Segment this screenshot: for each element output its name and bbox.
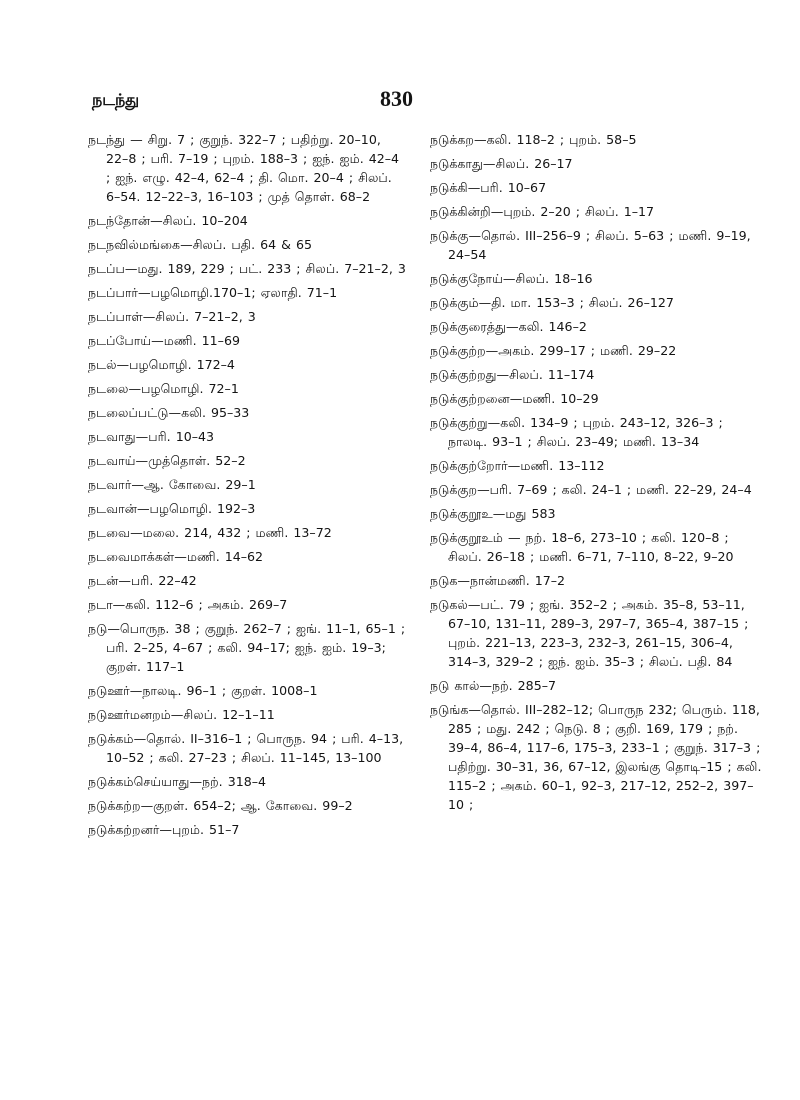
index-entry: நடன்—பரி. 22–42 <box>88 573 197 588</box>
index-entry: நடநவில்மங்கை—சிலப். பதி. 64 & 65 <box>88 237 312 252</box>
index-entry: நடுக்கற்ற—குறள். 654–2; ஆ. கோவை. 99–2 <box>88 798 353 813</box>
index-entry: நடவாது—பரி. 10–43 <box>88 429 215 444</box>
index-entry: நடுக்கற்றனர்—புறம். 51–7 <box>88 822 240 837</box>
index-entry: நடுக்குற்றோர்—மணி. 13–112 <box>430 458 605 473</box>
index-entry: நடுக்கின்றி—புறம். 2–20 ; சிலப். 1–17 <box>430 204 655 219</box>
index-entry: நடுக்குற்றனை—மணி. 10–29 <box>430 391 599 406</box>
index-entry: நடா—கலி. 112–6 ; அகம். 269–7 <box>88 597 288 612</box>
index-entry: நடப்ப—மது. 189, 229 ; பட். 233 ; சிலப். 7–21–2, 3 <box>88 261 406 276</box>
index-entry: நடுக்குற்று—கலி. 134–9 ; புறம். 243–12, 326–3 ; நாலடி. 93–1 ; சிலப். 23–49; மணி. 13–34 <box>430 415 723 449</box>
index-entry: நடுக்குரைத்து—கலி. 146–2 <box>430 319 587 334</box>
index-entry: நடுக்காது—சிலப். 26–17 <box>430 156 573 171</box>
index-entry: நடல்—பழமொழி. 172–4 <box>88 357 235 372</box>
right-column <box>430 130 765 819</box>
index-entry: நடுக்கம்—தொல். II–316–1 ; பொருந. 94 ; பரி. 4–13, 10–52 ; கலி. 27–23 ; சிலப். 11–145, 13–100 <box>88 731 404 765</box>
index-entry: நடுக்குற்ற—அகம். 299–17 ; மணி. 29–22 <box>430 343 677 358</box>
index-entry: நடுக்குநோய்—சிலப். 18–16 <box>430 271 593 286</box>
index-entry: நடுக்குறூஉம் — நற். 18–6, 273–10 ; கலி. 120–8 ; சிலப். 26–18 ; மணி. 6–71, 7–110, 8–22, 9–20 <box>430 530 734 564</box>
index-entry: நடுங்க—தொல். III–282–12; பொருந 232; பெரும். 118, 285 ; மது. 242 ; நெடு. 8 ; குறி. 169, 179 ; நற். 39–4, 86–4, 117–6, 175–3, 233–1 ; குறுந். 317–3 ; பதிற்று. 30–31, 36, 67–12, இலங்கு தொடி–15 ; கலி. 115–2 ; அகம். 60–1, 92–3, 217–12, 252–2, 397–10 ; <box>430 702 762 812</box>
index-entry: நடலை—பழமொழி. 72–1 <box>88 381 239 396</box>
index-entry: நடுஊர்—நாலடி. 96–1 ; குறள். 1008–1 <box>88 683 318 698</box>
index-entry: நடுக்கும்—தி. மா. 153–3 ; சிலப். 26–127 <box>430 295 674 310</box>
index-entry: நடவைமாக்கள்—மணி. 14–62 <box>88 549 264 564</box>
running-head: நடந்து <box>92 90 140 109</box>
index-entry: நடலைப்பட்டு—கலி. 95–33 <box>88 405 250 420</box>
index-entry: நடுக—நான்மணி. 17–2 <box>430 573 566 588</box>
index-entry: நடுக்கு—தொல். III–256–9 ; சிலப். 5–63 ; மணி. 9–19, 24–54 <box>430 228 751 262</box>
index-entry: நடப்போய்—மணி. 11–69 <box>88 333 240 348</box>
left-column <box>88 130 408 844</box>
page-number: 830 <box>380 86 413 111</box>
index-entry: நடு—பொருந. 38 ; குறுந். 262–7 ; ஐங். 11–1, 65–1 ; பரி. 2–25, 4–67 ; கலி. 94–17; ஐந். ஐம். 19–3; குறள். 117–1 <box>88 621 406 674</box>
index-entry: நடந்தோன்—சிலப். 10–204 <box>88 213 248 228</box>
index-entry: நடுகல்—பட். 79 ; ஐங். 352–2 ; அகம். 35–8, 53–11, 67–10, 131–11, 289–3, 297–7, 365–4, 387–15 ; புறம். 221–13, 223–3, 232–3, 261–15, 306–4, 314–3, 329–2 ; ஐந். ஐம். 35–3 ; சிலப். பதி. 84 <box>430 597 749 669</box>
index-entry: நடுக்கம்செய்யாது—நற். 318–4 <box>88 774 267 789</box>
index-entry: நடுக்குற—பரி. 7–69 ; கலி. 24–1 ; மணி. 22–29, 24–4 <box>430 482 752 497</box>
index-entry: நடு கால்—நற். 285–7 <box>430 678 557 693</box>
index-entry: நடுக்கி—பரி. 10–67 <box>430 180 547 195</box>
index-entry: நடந்து — சிறு. 7 ; குறுந். 322–7 ; பதிற்று. 20–10, 22–8 ; பரி. 7–19 ; புறம். 188–3 ; ஐந். ஐம். 42–4 ; ஐந். எழு. 42–4, 62–4 ; தி. மொ. 20–4 ; சிலப். 6–54. 12–22–3, 16–103 ; முத் தொள். 68–2 <box>88 132 400 204</box>
index-entry: நடப்பார்—பழமொழி.170–1; ஏலாதி. 71–1 <box>88 285 338 300</box>
index-entry: நடவார்—ஆ. கோவை. 29–1 <box>88 477 256 492</box>
index-entry: நடுஊர்மனறம்—சிலப். 12–1–11 <box>88 707 275 722</box>
index-entry: நடுக்குறூஉ—மது 583 <box>430 506 556 521</box>
index-entry: நடவாய்—முத்தொள். 52–2 <box>88 453 246 468</box>
index-entry: நடப்பாள்—சிலப். 7–21–2, 3 <box>88 309 256 324</box>
index-entry: நடவை—மலை. 214, 432 ; மணி. 13–72 <box>88 525 332 540</box>
index-entry: நடவான்—பழமொழி. 192–3 <box>88 501 256 516</box>
index-entry: நடுக்கற—கலி. 118–2 ; புறம். 58–5 <box>430 132 637 147</box>
index-entry: நடுக்குற்றது—சிலப். 11–174 <box>430 367 595 382</box>
